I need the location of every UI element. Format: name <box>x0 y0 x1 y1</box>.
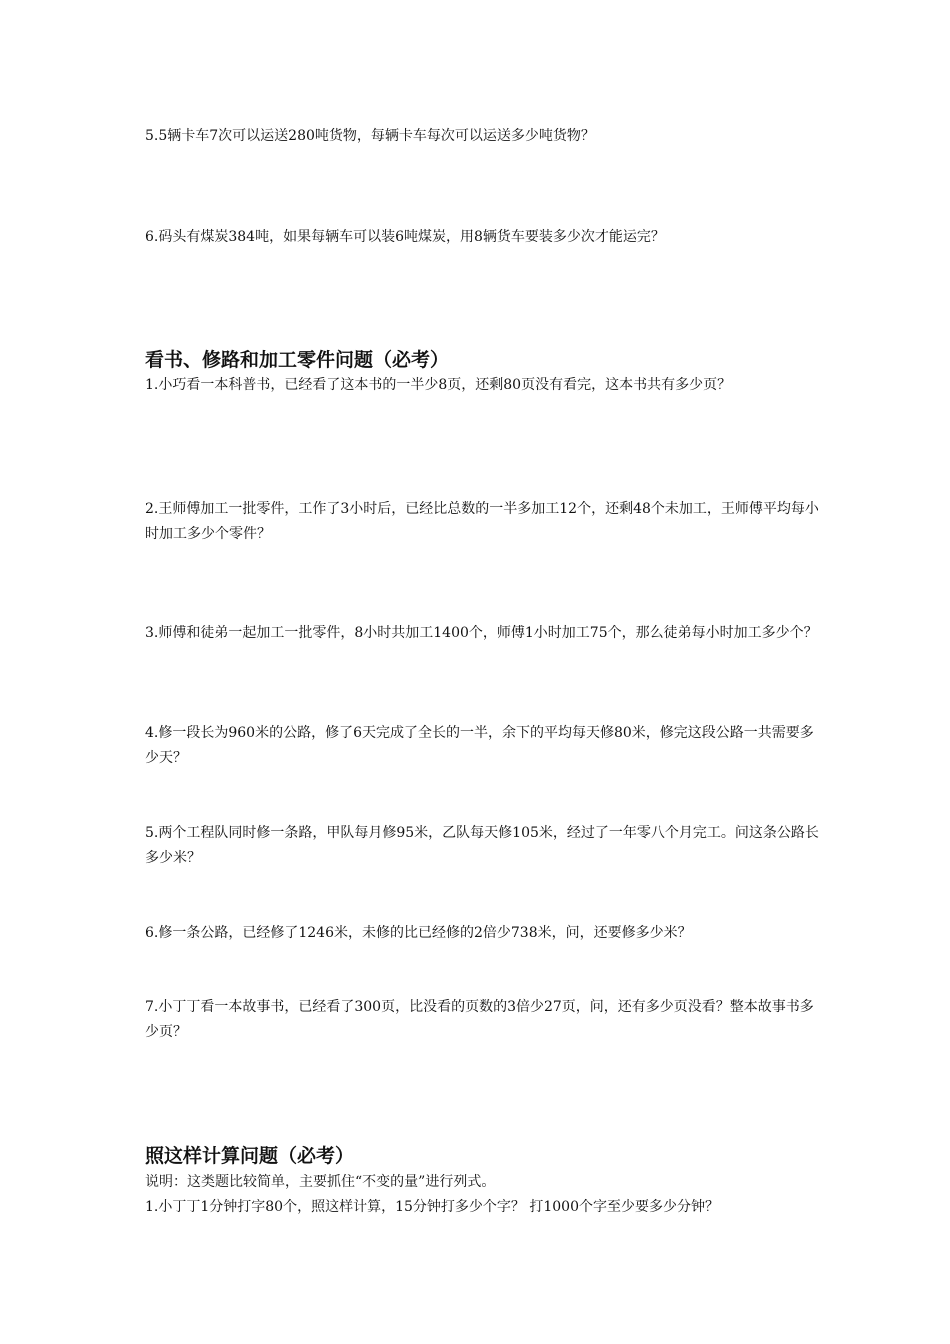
question-6-road-1246: 6.修一条公路，已经修了1246米，未修的比已经修的2倍少738米，问，还要修多少米？ <box>145 925 692 941</box>
section-note: 说明：这类题比较简单，主要抓住“不变的量”进行列式。 <box>145 1174 496 1190</box>
question-2-parts-worker: 2.王师傅加工一批零件，工作了3小时后，已经比总数的一半多加工12个，还剩48个未加工，王师傅平均每小时加工多少个零件？ <box>145 501 819 542</box>
question-5-two-teams: 5.两个工程队同时修一条路，甲队每月修95米，乙队每天修105米，经过了一年零八个月完工。问这条公路长多少米？ <box>145 825 819 866</box>
question-6-coal: 6.码头有煤炭384吨，如果每辆车可以装6吨煤炭，用8辆货车要装多少次才能运完？ <box>145 229 665 245</box>
question-4-road-960: 4.修一段长为960米的公路，修了6天完成了全长的一半，余下的平均每天修80米，修完这段公路一共需要多少天？ <box>145 725 814 766</box>
question-7-story-book: 7.小丁丁看一本故事书，已经看了300页，比没看的页数的3倍少27页，问，还有多少页没看？整本故事书多少页？ <box>145 999 814 1040</box>
question-1-typing: 1.小丁丁1分钟打字80个，照这样计算，15分钟打多少个字？ 打1000个字至少要多少分钟？ <box>145 1199 719 1215</box>
question-3-master-apprentice: 3.师傅和徒弟一起加工一批零件，8小时共加工1400个，师傅1小时加工75个，那么徒弟每小时加工多少个？ <box>145 625 818 641</box>
question-5-trucks: 5.5辆卡车7次可以运送280吨货物，每辆卡车每次可以运送多少吨货物？ <box>145 128 595 144</box>
section-heading-reading-road-parts: 看书、修路和加工零件问题（必考） <box>145 349 450 371</box>
section-heading-proportion: 照这样计算问题（必考） <box>145 1145 355 1167</box>
question-1-book-pages: 1.小巧看一本科普书，已经看了这本书的一半少8页，还剩80页没有看完，这本书共有多少页？ <box>145 377 732 393</box>
